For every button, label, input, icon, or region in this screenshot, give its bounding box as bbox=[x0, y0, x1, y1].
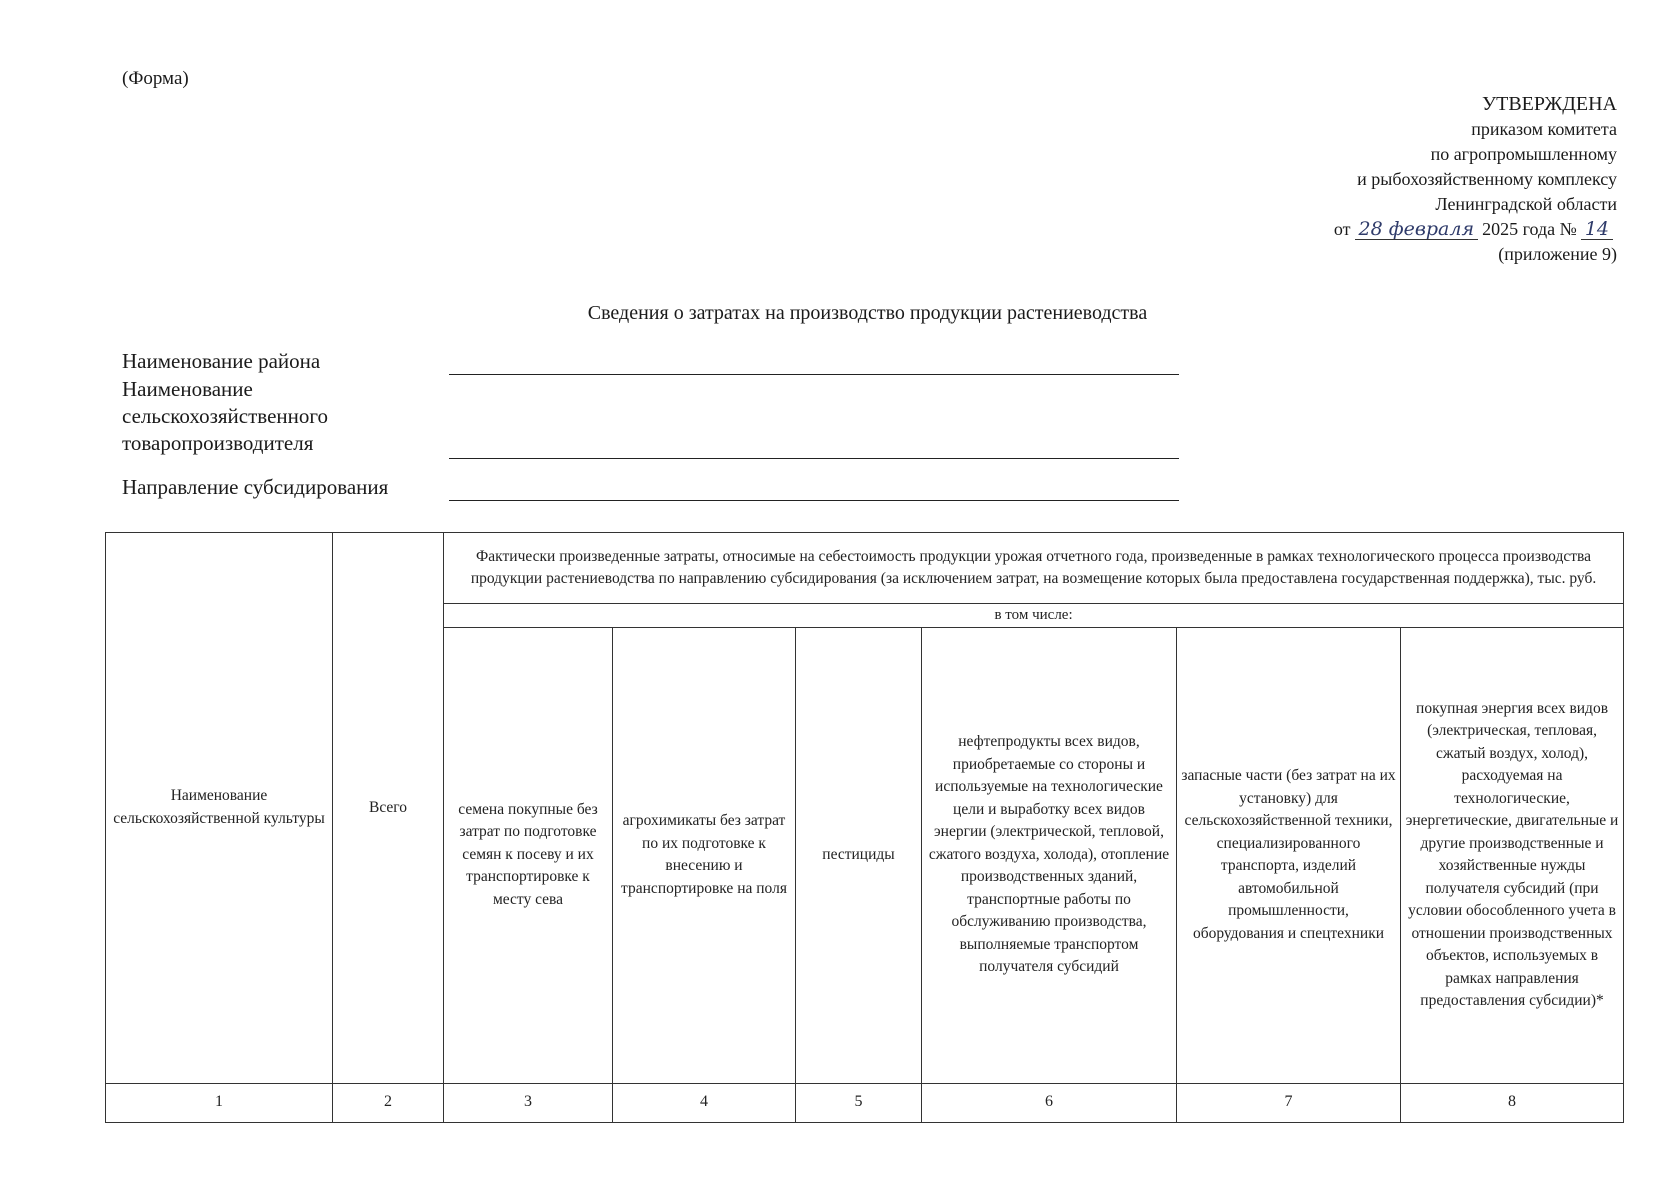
column-number: 1 bbox=[106, 1083, 333, 1122]
district-label: Наименование района bbox=[122, 349, 321, 373]
header-crop-name: Наименование сельскохозяйственной культуры bbox=[106, 533, 333, 1084]
producer-input-line bbox=[449, 458, 1179, 459]
header-energy: покупная энергия всех видов (электрическая, тепловая, сжатый воздух, холод), расходуемая на технологические, энергетические, двигательные и другие производственные и хозяйственные нужды получателя субсидий (при условии обособленного учета в отношении производственных объектов, используемых в рамках направления предоставления субсидии)* bbox=[1401, 627, 1624, 1083]
header-row bbox=[106, 533, 1624, 604]
column-number: 7 bbox=[1177, 1083, 1401, 1122]
header-including: в том числе: bbox=[444, 604, 1624, 628]
column-number: 3 bbox=[444, 1083, 613, 1122]
column-number: 8 bbox=[1401, 1083, 1624, 1122]
appendix-label: (приложение 9) bbox=[1498, 244, 1617, 264]
header-actual-costs: Фактически произведенные затраты, относимые на себестоимость продукции урожая отчетного года, произведенные в рамках технологического процесса производства продукции растениеводства по направлению субсидирования (за исключением затрат, на возмещение которых была предоставлена государственная поддержка), тыс. руб. bbox=[444, 533, 1624, 604]
column-number: 2 bbox=[333, 1083, 444, 1122]
approval-line: Ленинградской области bbox=[1435, 194, 1617, 214]
producer-label-line: сельскохозяйственного bbox=[122, 404, 328, 428]
column-number: 6 bbox=[922, 1083, 1177, 1122]
producer-label bbox=[122, 376, 328, 457]
costs-table bbox=[105, 532, 1624, 1123]
document-title: Сведения о затратах на производство продукции растениеводства bbox=[587, 302, 1148, 324]
approval-stamp-block bbox=[1157, 92, 1617, 267]
producer-label-line: Наименование bbox=[122, 377, 253, 401]
header-total: Всего bbox=[333, 533, 444, 1084]
from-prefix: от bbox=[1333, 219, 1351, 239]
district-input-line bbox=[449, 374, 1179, 375]
approval-heading: УТВЕРЖДЕНА bbox=[1481, 93, 1617, 115]
year-text: 2025 года № bbox=[1482, 219, 1577, 239]
column-number: 5 bbox=[796, 1083, 922, 1122]
column-number: 4 bbox=[613, 1083, 796, 1122]
header-spare-parts: запасные части (без затрат на их установку) для сельскохозяйственной техники, специализированного транспорта, изделий автомобильной промышленности, оборудования и спецтехники bbox=[1177, 627, 1401, 1083]
producer-label-line: товаропроизводителя bbox=[122, 431, 314, 455]
header-agrochemicals: агрохимикаты без затрат по их подготовке к внесению и транспортировке на поля bbox=[613, 627, 796, 1083]
approval-line: и рыбохозяйственному комплексу bbox=[1357, 169, 1617, 189]
approval-line: приказом комитета bbox=[1471, 119, 1617, 139]
header-pesticides: пестициды bbox=[796, 627, 922, 1083]
direction-input-line bbox=[449, 500, 1179, 501]
approval-date-line bbox=[1157, 217, 1617, 242]
direction-label: Направление субсидирования bbox=[122, 475, 389, 499]
header-seeds: семена покупные без затрат по подготовке семян к посеву и их транспортировке к месту сева bbox=[444, 627, 613, 1083]
handwritten-number: 14 bbox=[1581, 219, 1613, 240]
header-oil-products: нефтепродукты всех видов, приобретаемые со стороны и используемые на технологические цели и выработку всех видов энергии (электрической, тепловой, сжатого воздуха, холода), отопление производственных зданий, транспортные работы по обслуживанию производства, выполняемые транспортом получателя субсидий bbox=[922, 627, 1177, 1083]
form-label: (Форма) bbox=[122, 68, 189, 89]
column-numbers-row bbox=[106, 1083, 1624, 1122]
approval-line: по агропромышленному bbox=[1430, 144, 1617, 164]
handwritten-date: 28 февраля bbox=[1355, 219, 1479, 240]
